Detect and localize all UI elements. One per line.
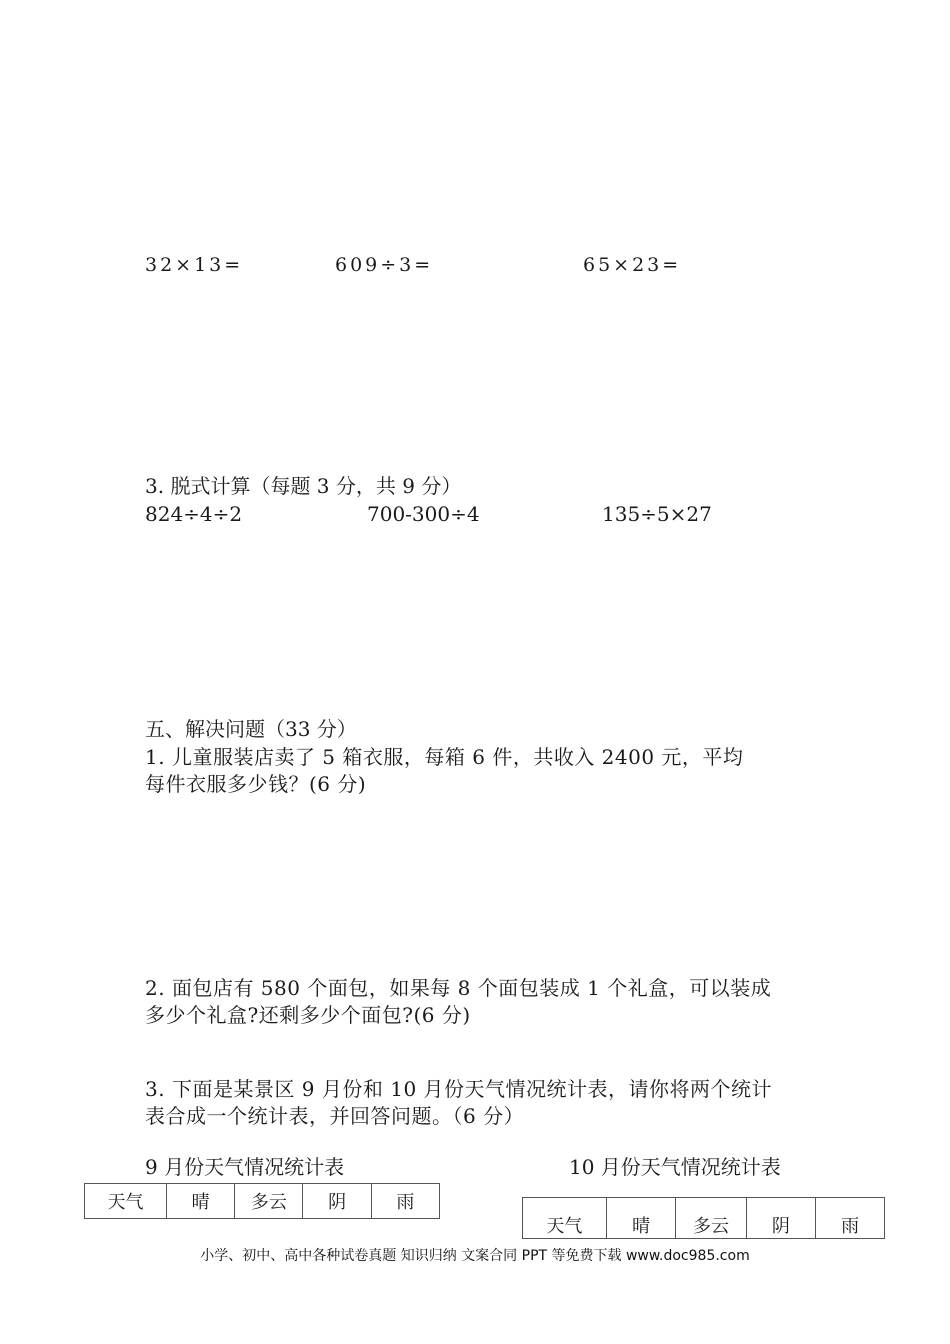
table-header-cell: 雨 <box>371 1184 439 1219</box>
table-oct-wrapper <box>522 1197 886 1237</box>
section-5-title: 五、解决问题（33 分） <box>145 717 357 741</box>
table-header-cell: 天气 <box>523 1198 607 1239</box>
table-header-cell: 多云 <box>676 1198 746 1239</box>
table-header-cell: 晴 <box>167 1184 235 1219</box>
table-header-row <box>85 1184 440 1219</box>
table-oct-caption: 10 月份天气情况统计表 <box>569 1155 781 1179</box>
table-oct <box>522 1197 885 1239</box>
section-3-title: 3. 脱式计算（每题 3 分，共 9 分） <box>145 474 462 498</box>
problem-1-line-2: 每件衣服多少钱？(6 分) <box>145 772 367 796</box>
calc-item-6: 135÷5×27 <box>602 502 712 526</box>
problem-1-line-1: 1. 儿童服装店卖了 5 箱衣服，每箱 6 件，共收入 2400 元，平均 <box>145 745 744 769</box>
table-sept-caption: 9 月份天气情况统计表 <box>145 1155 345 1179</box>
calc-item-4: 824÷4÷2 <box>145 502 243 526</box>
problem-3-line-1: 3. 下面是某景区 9 月份和 10 月份天气情况统计表，请你将两个统计 <box>145 1077 773 1101</box>
table-header-cell: 阴 <box>303 1184 371 1219</box>
table-sept <box>84 1183 440 1219</box>
table-header-cell: 天气 <box>85 1184 167 1219</box>
problem-3-line-2: 表合成一个统计表，并回答问题。（6 分） <box>145 1104 525 1128</box>
calc-item-2: 609÷3= <box>335 254 434 276</box>
calc-item-1: 32×13= <box>145 254 244 276</box>
calc-item-5: 700-300÷4 <box>367 502 480 526</box>
table-header-cell: 阴 <box>746 1198 816 1239</box>
problem-2-line-2: 多少个礼盒?还剩多少个面包?(6 分) <box>145 1003 471 1027</box>
table-header-cell: 晴 <box>606 1198 676 1239</box>
calc-item-3: 65×23= <box>583 254 682 276</box>
footer-text: 小学、初中、高中各种试卷真题 知识归纳 文案合同 PPT 等免费下载 www.doc985.com <box>200 1248 750 1264</box>
table-header-row <box>523 1198 885 1239</box>
problem-2-line-1: 2. 面包店有 580 个面包，如果每 8 个面包装成 1 个礼盒，可以装成 <box>145 976 772 1000</box>
table-header-cell: 多云 <box>235 1184 303 1219</box>
table-header-cell: 雨 <box>816 1198 885 1239</box>
